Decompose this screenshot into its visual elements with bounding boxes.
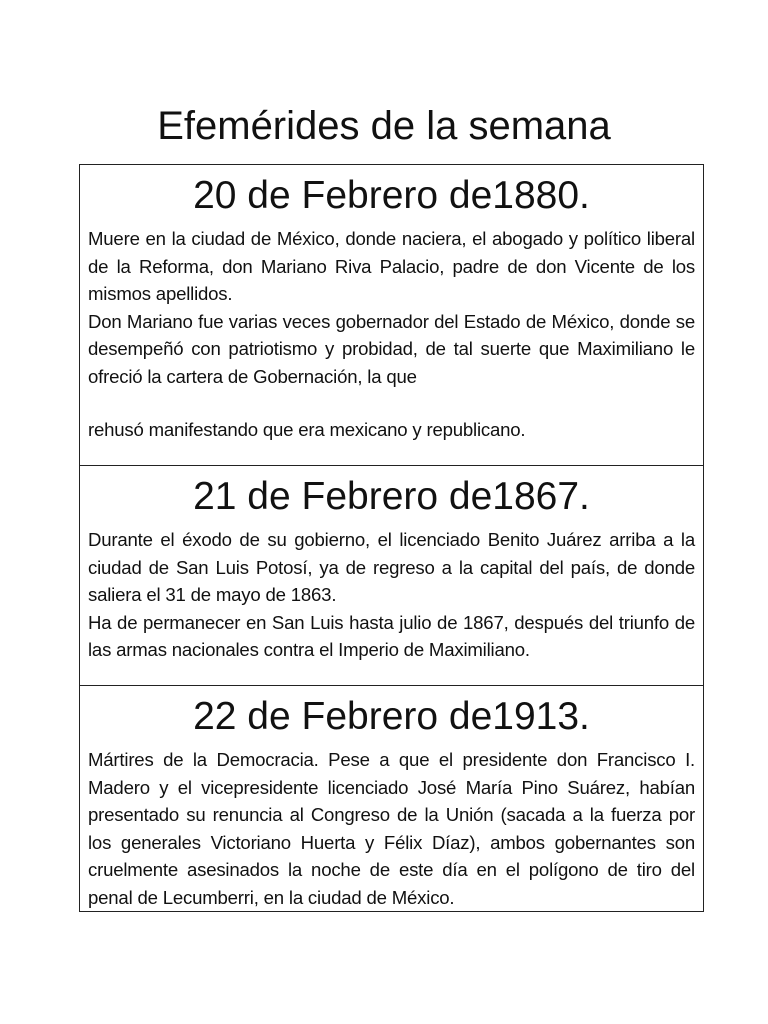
entry-date: 21 de Febrero de1867.: [193, 475, 590, 518]
entry-paragraph: rehusó manifestando que era mexicano y republicano.: [88, 419, 526, 440]
ephemerides-table: [79, 164, 704, 912]
entry-date: 22 de Febrero de1913.: [193, 695, 590, 738]
entry-body: [88, 526, 695, 664]
ephemeris-entry-1880: [80, 165, 703, 466]
ephemeris-entry-1867: [80, 466, 703, 686]
entry-paragraph: Ha de permanecer en San Luis hasta julio de 1867, después del triunfo de las armas nacionales contra el Imperio de Maximiliano.: [88, 611, 695, 660]
ephemeris-entry-1913: [80, 686, 703, 911]
entry-body: [88, 225, 695, 444]
entry-paragraph: Durante el éxodo de su gobierno, el licenciado Benito Juárez arriba a la ciudad de San Luis Potosí, ya de regreso a la capital del país, de donde saliera el 31 de mayo de 1863.: [88, 529, 695, 605]
entry-date: 20 de Febrero de1880.: [193, 174, 590, 217]
entry-paragraph: Don Mariano fue varias veces gobernador del Estado de México, donde se desempeñó con patriotismo y probidad, de tal suerte que Maximiliano le ofreció la cartera de Gobernación, la que: [88, 310, 695, 387]
document-title: Efemérides de la semana: [157, 104, 611, 148]
entry-paragraph: Mártires de la Democracia. Pese a que el presidente don Francisco I. Madero y el vicepresidente licenciado José María Pino Suárez, habían presentado su renuncia al Congreso de la Unión (sacada a la fuerza por los generales Victoriano Huerta y Félix Díaz), ambos gobernantes son cruelmente asesinados la noche de este día en el polígono de tiro del penal de Lecumberri, en la ciudad de México.: [88, 749, 695, 908]
entry-body: [88, 746, 695, 911]
entry-paragraph: Muere en la ciudad de México, donde naciera, el abogado y político liberal de la Reforma, don Mariano Riva Palacio, padre de don Vicente de los mismos apellidos.: [88, 228, 695, 304]
